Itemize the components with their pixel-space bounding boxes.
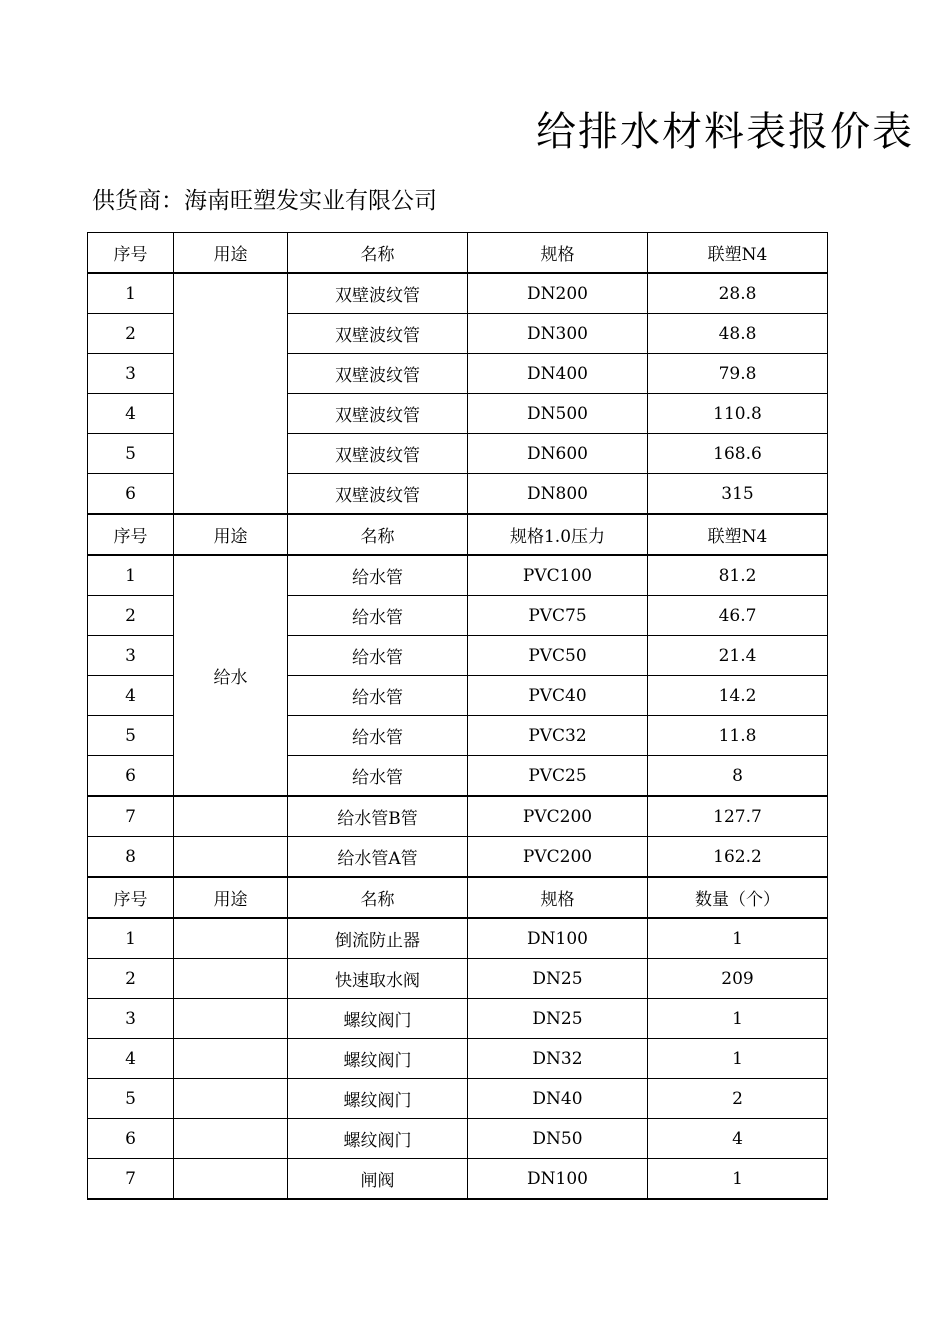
- item-name: 给水管: [288, 676, 468, 716]
- table-row: [88, 1039, 828, 1079]
- column-header: 数量（个）: [648, 877, 828, 918]
- row-index: 5: [88, 1079, 174, 1119]
- row-index: 1: [88, 273, 174, 314]
- item-name: 双壁波纹管: [288, 354, 468, 394]
- item-name: 快速取水阀: [288, 959, 468, 999]
- item-value: 11.8: [648, 716, 828, 756]
- item-value: 79.8: [648, 354, 828, 394]
- column-header: 序号: [88, 877, 174, 918]
- item-name: 给水管: [288, 756, 468, 797]
- item-spec: PVC25: [468, 756, 648, 797]
- header-row: [88, 877, 828, 918]
- item-spec: PVC100: [468, 555, 648, 596]
- table-row: [88, 1119, 828, 1159]
- table-row: [88, 796, 828, 837]
- row-index: 7: [88, 1159, 174, 1200]
- row-index: 3: [88, 999, 174, 1039]
- item-spec: DN25: [468, 999, 648, 1039]
- table-row: [88, 837, 828, 878]
- row-index: 7: [88, 796, 174, 837]
- table-row: [88, 999, 828, 1039]
- item-value: 21.4: [648, 636, 828, 676]
- item-value: 168.6: [648, 434, 828, 474]
- usage-cell: [174, 918, 288, 959]
- row-index: 6: [88, 474, 174, 515]
- item-name: 螺纹阀门: [288, 999, 468, 1039]
- column-header: 用途: [174, 877, 288, 918]
- supplier-line: 供货商：海南旺塑发实业有限公司: [92, 188, 437, 214]
- item-name: 螺纹阀门: [288, 1039, 468, 1079]
- usage-cell: [174, 959, 288, 999]
- usage-cell: [174, 1039, 288, 1079]
- materials-table: [87, 232, 828, 1200]
- item-value: 46.7: [648, 596, 828, 636]
- row-index: 3: [88, 354, 174, 394]
- item-name: 闸阀: [288, 1159, 468, 1200]
- row-index: 2: [88, 314, 174, 354]
- item-value: 315: [648, 474, 828, 515]
- usage-cell: [174, 273, 288, 514]
- item-value: 1: [648, 999, 828, 1039]
- row-index: 5: [88, 434, 174, 474]
- table-row: [88, 959, 828, 999]
- item-value: 1: [648, 918, 828, 959]
- item-spec: PVC32: [468, 716, 648, 756]
- item-spec: DN100: [468, 918, 648, 959]
- item-spec: PVC40: [468, 676, 648, 716]
- item-spec: DN32: [468, 1039, 648, 1079]
- item-spec: DN100: [468, 1159, 648, 1200]
- row-index: 4: [88, 676, 174, 716]
- page-title: 给排水材料表报价表: [536, 109, 914, 155]
- item-value: 127.7: [648, 796, 828, 837]
- item-name: 倒流防止器: [288, 918, 468, 959]
- item-value: 209: [648, 959, 828, 999]
- item-value: 28.8: [648, 273, 828, 314]
- column-header: 联塑N4: [648, 514, 828, 555]
- item-spec: DN600: [468, 434, 648, 474]
- table-row: [88, 1079, 828, 1119]
- column-header: 名称: [288, 233, 468, 274]
- row-index: 8: [88, 837, 174, 878]
- item-value: 4: [648, 1119, 828, 1159]
- row-index: 2: [88, 596, 174, 636]
- item-name: 双壁波纹管: [288, 273, 468, 314]
- item-name: 给水管: [288, 555, 468, 596]
- item-name: 双壁波纹管: [288, 474, 468, 515]
- item-value: 110.8: [648, 394, 828, 434]
- table-row: [88, 918, 828, 959]
- row-index: 1: [88, 555, 174, 596]
- row-index: 4: [88, 1039, 174, 1079]
- column-header: 联塑N4: [648, 233, 828, 274]
- column-header: 序号: [88, 233, 174, 274]
- item-spec: DN300: [468, 314, 648, 354]
- column-header: 名称: [288, 514, 468, 555]
- item-spec: PVC200: [468, 837, 648, 878]
- row-index: 2: [88, 959, 174, 999]
- item-spec: DN50: [468, 1119, 648, 1159]
- item-value: 81.2: [648, 555, 828, 596]
- item-spec: DN800: [468, 474, 648, 515]
- item-spec: DN500: [468, 394, 648, 434]
- item-value: 48.8: [648, 314, 828, 354]
- item-spec: DN25: [468, 959, 648, 999]
- item-name: 螺纹阀门: [288, 1119, 468, 1159]
- item-value: 162.2: [648, 837, 828, 878]
- row-index: 1: [88, 918, 174, 959]
- row-index: 5: [88, 716, 174, 756]
- header-row: [88, 514, 828, 555]
- column-header: 规格: [468, 877, 648, 918]
- header-row: [88, 233, 828, 274]
- item-name: 给水管: [288, 636, 468, 676]
- usage-cell: [174, 1119, 288, 1159]
- item-spec: PVC200: [468, 796, 648, 837]
- item-spec: DN400: [468, 354, 648, 394]
- column-header: 用途: [174, 233, 288, 274]
- item-spec: DN40: [468, 1079, 648, 1119]
- column-header: 名称: [288, 877, 468, 918]
- item-name: 给水管: [288, 596, 468, 636]
- usage-cell: [174, 796, 288, 837]
- item-spec: PVC75: [468, 596, 648, 636]
- row-index: 4: [88, 394, 174, 434]
- table-row: [88, 273, 828, 314]
- item-name: 给水管B管: [288, 796, 468, 837]
- item-value: 2: [648, 1079, 828, 1119]
- item-spec: PVC50: [468, 636, 648, 676]
- item-name: 双壁波纹管: [288, 314, 468, 354]
- row-index: 3: [88, 636, 174, 676]
- column-header: 规格: [468, 233, 648, 274]
- item-name: 给水管A管: [288, 837, 468, 878]
- usage-cell: [174, 837, 288, 878]
- row-index: 6: [88, 756, 174, 797]
- usage-cell: [174, 1079, 288, 1119]
- usage-cell: 给水: [174, 555, 288, 796]
- item-spec: DN200: [468, 273, 648, 314]
- table-row: [88, 1159, 828, 1200]
- row-index: 6: [88, 1119, 174, 1159]
- item-name: 螺纹阀门: [288, 1079, 468, 1119]
- item-value: 1: [648, 1159, 828, 1200]
- item-name: 双壁波纹管: [288, 394, 468, 434]
- item-name: 双壁波纹管: [288, 434, 468, 474]
- usage-cell: [174, 1159, 288, 1200]
- item-name: 给水管: [288, 716, 468, 756]
- column-header: 用途: [174, 514, 288, 555]
- column-header: 序号: [88, 514, 174, 555]
- table-row: [88, 555, 828, 596]
- item-value: 14.2: [648, 676, 828, 716]
- column-header: 规格1.0压力: [468, 514, 648, 555]
- item-value: 1: [648, 1039, 828, 1079]
- item-value: 8: [648, 756, 828, 797]
- usage-cell: [174, 999, 288, 1039]
